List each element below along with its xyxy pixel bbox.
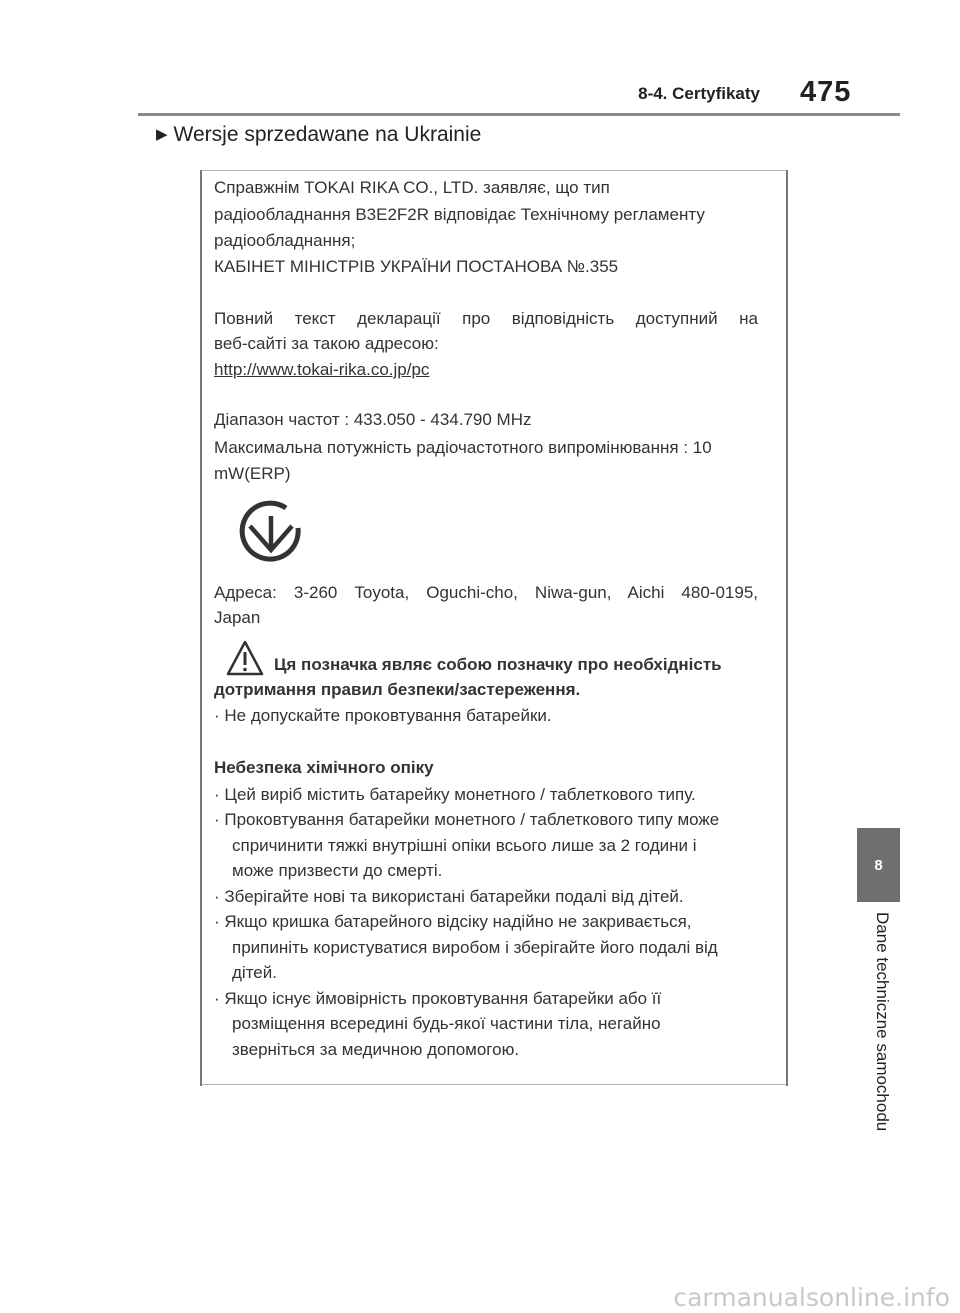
header-section-title: 8-4. Certyfikaty bbox=[638, 84, 760, 103]
chapter-tab[interactable]: 8 bbox=[857, 828, 900, 902]
cert-line: радіообладнання; bbox=[214, 231, 356, 250]
section-heading-text: Wersje sprzedawane na Ukrainie bbox=[173, 123, 482, 146]
bullet-item: · Цей виріб містить батарейку монетного / таблеткового типу. bbox=[214, 785, 696, 804]
page-number: 475 bbox=[800, 76, 852, 108]
cert-line: КАБІНЕТ МІНІСТРІВ УКРАЇНИ ПОСТАНОВА №.355 bbox=[214, 257, 619, 276]
bullet-item: · Зберігайте нові та використані батарейки подалі від дітей. bbox=[214, 887, 684, 906]
bullet-continuation: спричинити тяжкі внутрішні опіки всього лише за 2 години і bbox=[232, 836, 697, 855]
ukrainian-conformity-mark-icon bbox=[236, 498, 306, 568]
bullet-continuation: зверніться за медичною допомогою. bbox=[232, 1040, 520, 1059]
header-divider bbox=[138, 113, 900, 116]
watermark: carmanualsonline.info bbox=[673, 1283, 950, 1312]
chapter-label: Dane techniczne samochodu bbox=[873, 912, 892, 1132]
address-line: Japan bbox=[214, 608, 261, 627]
declaration-line: Повний текст декларації про відповідність доступний на bbox=[214, 309, 758, 328]
bullet-item: · Проковтування батарейки монетного / таблеткового типу може bbox=[214, 810, 720, 829]
address-line: Адреса: 3-260 Toyota, Oguchi-cho, Niwa-gun, Aichi 480-0195, bbox=[214, 583, 758, 602]
bullet-item: · Якщо кришка батарейного відсіку надійно не закривається, bbox=[214, 912, 692, 931]
bullet-continuation: припиніть користуватися виробом і зберігайте його подалі від bbox=[232, 938, 718, 957]
frequency-range: Діапазон частот : 433.050 - 434.790 MHz bbox=[214, 410, 532, 429]
declaration-line: веб-сайті за такою адресою: bbox=[214, 334, 439, 353]
max-power-line: Максимальна потужність радіочастотного випромінювання : 10 bbox=[214, 438, 712, 457]
chemical-burn-heading: Небезпека хімічного опіку bbox=[214, 758, 434, 777]
bullet-item: · Якщо існує ймовірність проковтування батарейки або її bbox=[214, 989, 662, 1008]
max-power-line: mW(ERP) bbox=[214, 464, 291, 483]
warning-line: Ця позначка являє собою позначку про необхідність bbox=[274, 655, 722, 674]
warning-item: · Не допускайте проковтування батарейки. bbox=[214, 706, 552, 725]
warning-triangle-icon bbox=[226, 640, 264, 676]
cert-line: Справжнім TOKAI RIKA CO., LTD. заявляє, що тип bbox=[214, 178, 610, 197]
declaration-url-link[interactable]: http://www.tokai-rika.co.jp/pc bbox=[214, 360, 430, 379]
section-heading bbox=[156, 123, 481, 147]
bullet-continuation: дітей. bbox=[232, 963, 277, 982]
bullet-continuation: розміщення всередині будь-якої частини тіла, негайно bbox=[232, 1014, 661, 1033]
warning-line: дотримання правил безпеки/застереження. bbox=[214, 680, 581, 699]
bullet-continuation: може призвести до смерті. bbox=[232, 861, 443, 880]
triangle-right-icon: ▶ bbox=[156, 126, 168, 143]
cert-line: радіообладнання B3E2F2R відповідає Технічному регламенту bbox=[214, 205, 705, 224]
